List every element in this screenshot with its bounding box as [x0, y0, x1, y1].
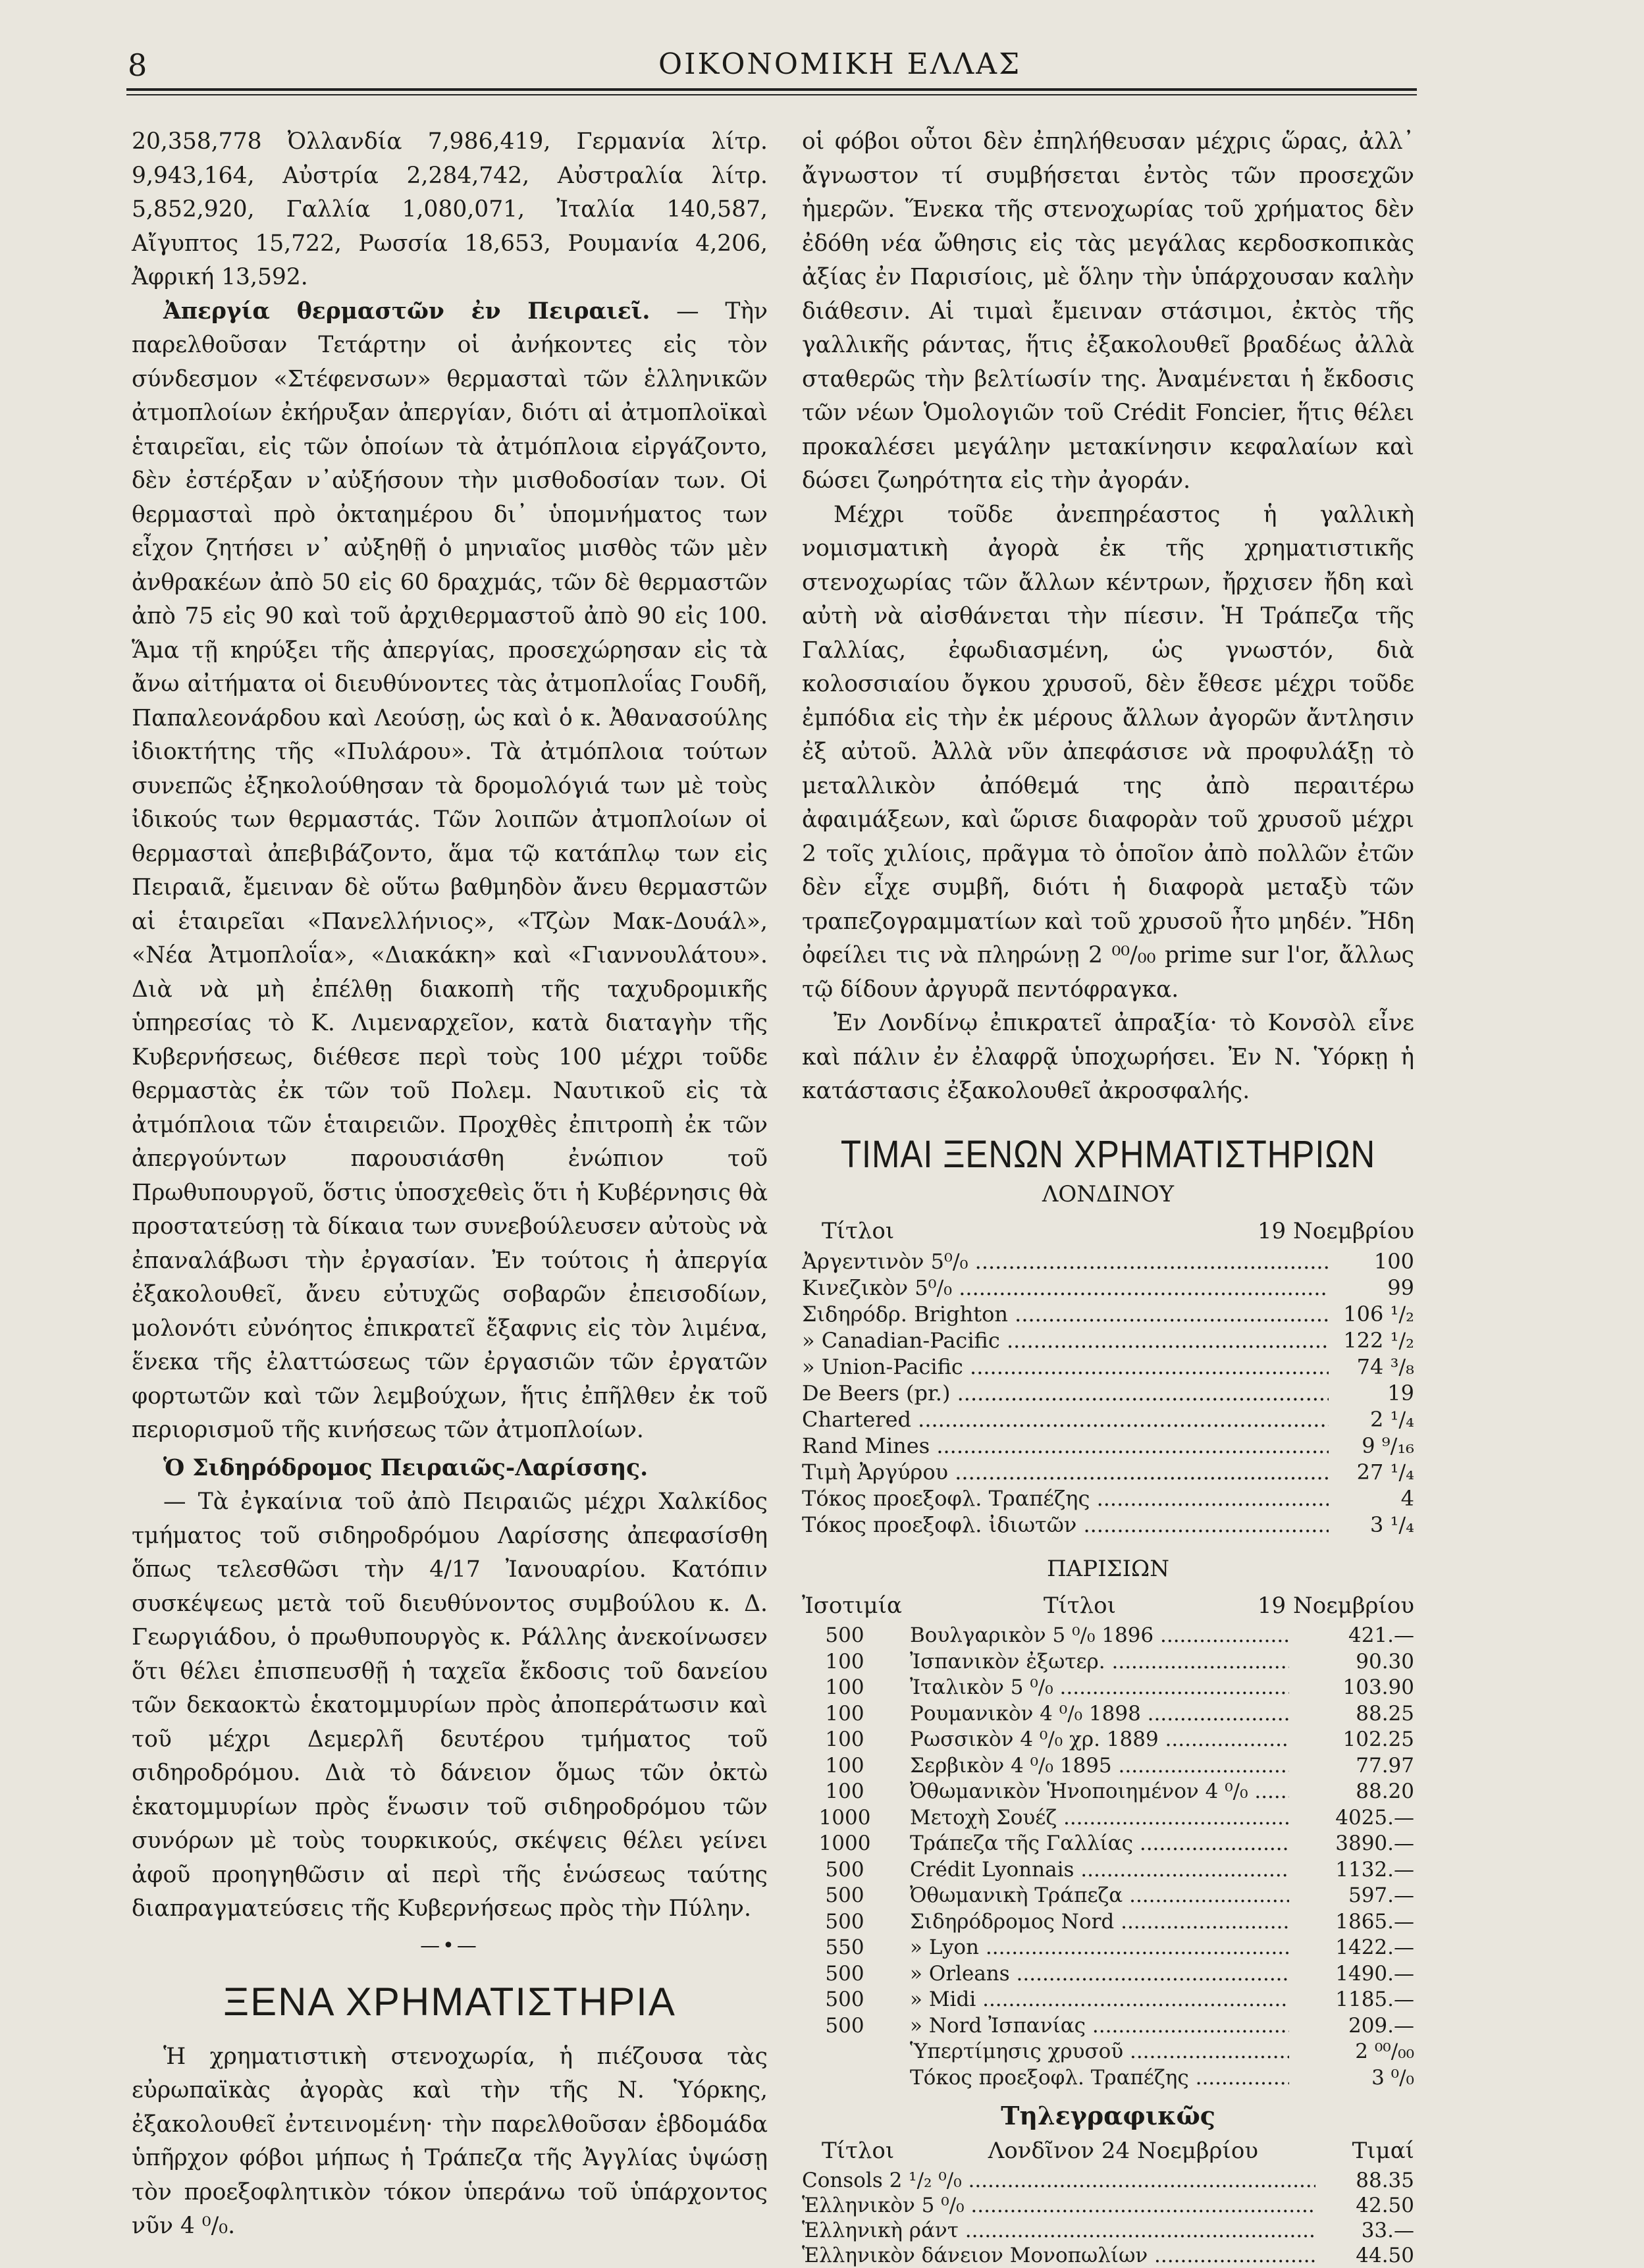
security-name: Σιδηρόδρομος Nord ..... [888, 1909, 1289, 1936]
security-name: Ἀργεντινὸν 5⁰/₀ ..... [802, 1248, 1329, 1275]
table-row [802, 1727, 1414, 1753]
nominal-value: 500 [825, 1857, 864, 1882]
security-price: 103.90 [1342, 1675, 1414, 1699]
strike-article [132, 295, 768, 1448]
nominal-value: 100 [825, 1649, 864, 1674]
foreign-exchanges-text: Ἡ χρηματιστικὴ στενοχωρία, ἡ πιέζουσα τὰς εὐρωπαϊκὰς ἀγορὰς καὶ τὴν τῆς Ν. Ὑόρκης, ἐξακολουθεῖ ἐντεινομένη· τὴν παρελθοῦσαν ἑβδομάδα ὑπῆρχον φόβοι μήπως ἡ Τράπεζα τῆς Ἀγγλίας ὑψώσῃ τὸν προεξοφλητικὸν τόκον ὑπεράνω τοῦ ὑπάρχοντος νῦν 4 ⁰/₀. [132, 2043, 768, 2239]
security-name: » Orleans ..... [888, 1961, 1289, 1988]
table-row [802, 1512, 1414, 1538]
security-name: Ἑλληνικὴ ράντ ..... [802, 2218, 1315, 2243]
security-name: Chartered ..... [802, 1406, 1329, 1433]
table-row [802, 1248, 1414, 1275]
london-table [802, 1178, 1414, 1538]
telegraphic-col-price: Τιμαί [1352, 2137, 1414, 2164]
security-name: Consols 2 ¹/₂ ⁰/₀ ..... [802, 2168, 1315, 2193]
security-price: 3890.— [1335, 1832, 1414, 1855]
security-price: 77.97 [1356, 1753, 1414, 1778]
market-paragraph-1: οἱ φόβοι οὗτοι δὲν ἐπηλήθευσαν μέχρις ὥρας, ἀλλ᾽ ἄγνωστον τί συμβήσεται ἐντὸς τῶν προσεχῶν ἡμερῶν. Ἕνεκα τῆς στενοχωρίας τοῦ χρήματος δὲν ἐδόθη νέα ὤθησις εἰς τὰς μεγάλας κερδοσκοπικὰς ἀξίας ἐν Παρισίοις, μὲ ὅλην τὴν ὑπάρχουσαν καλὴν διάθεσιν. Αἱ τιμαὶ ἔμειναν στάσιμοι, ἐκτὸς τῆς γαλλικῆς ράντας, ἥτις ἐξακολουθεῖ βραδέως ἀλλὰ σταθερῶς τὴν βελτίωσίν της. Ἀναμένεται ἡ ἔκδοσις τῶν νέων Ὁμολογιῶν τοῦ Crédit Foncier, ἥτις θέλει προκαλέσει μεγάλην μετακίνησιν κεφαλαίων καὶ δώσει ζωηρότητα εἰς τὴν ἀγοράν. [802, 128, 1414, 494]
security-price: 597.— [1348, 1884, 1414, 1907]
table-row [802, 1831, 1414, 1857]
railway-heading: Ὁ Σιδηρόδρομος Πειραιῶς-Λαρίσσης. [163, 1454, 649, 1481]
nominal-value: 500 [825, 1909, 864, 1934]
table-row [802, 1433, 1414, 1459]
security-price: 1132.— [1335, 1857, 1414, 1882]
table-row [802, 1380, 1414, 1406]
table-row [802, 1805, 1414, 1832]
market-paragraph-3: Ἐν Λονδίνῳ ἐπικρατεῖ ἀπραξία· τὸ Κονσὸλ εἶνε καὶ πάλιν ἐν ἐλαφρᾷ ὑποχωρήσει. Ἐν Ν. Ὑόρκῃ ἡ κατάστασις ἐξακολουθεῖ ἀκροσφαλής. [802, 1010, 1414, 1104]
security-name: » Union-Pacific ..... [802, 1354, 1329, 1380]
security-price: 2 ⁰⁰/₀₀ [1355, 2040, 1414, 2063]
security-price: 3 ¹/₄ [1370, 1512, 1414, 1537]
nominal-value: 500 [825, 1884, 864, 1907]
telegraphic-title: Τηλεγραφικῶς [1001, 2101, 1215, 2130]
security-name: Μετοχὴ Σουέζ ..... [888, 1805, 1289, 1832]
nominal-value: 100 [825, 1753, 864, 1778]
table-row [802, 1701, 1414, 1727]
security-name: » Midi ..... [888, 1987, 1289, 2013]
table-row [802, 1275, 1414, 1301]
security-price: 122 ¹/₂ [1343, 1328, 1414, 1353]
table-row [802, 1327, 1414, 1354]
paris-col-title: Τίτλοι [1043, 1592, 1116, 1619]
nominal-value: 100 [825, 1701, 864, 1726]
security-price: 9 ⁹/₁₆ [1362, 1433, 1414, 1458]
security-price: 88.20 [1356, 1780, 1414, 1803]
table-row [802, 2218, 1414, 2243]
table-row [802, 1485, 1414, 1512]
security-price: 1185.— [1335, 1988, 1414, 2011]
table-row [802, 1909, 1414, 1936]
table-row [802, 1961, 1414, 1988]
nominal-value: 500 [825, 1988, 864, 2011]
table-row [802, 1406, 1414, 1433]
table-row [802, 1883, 1414, 1909]
security-price: 421.— [1348, 1623, 1414, 1647]
security-name: Τόκος προεξοφλ. Τραπέζης ..... [888, 2065, 1289, 2092]
nominal-value: 1000 [818, 1805, 871, 1830]
security-price: 1490.— [1335, 1961, 1414, 1986]
paris-col-date: 19 Νοεμβρίου [1257, 1592, 1414, 1619]
table-row [802, 1779, 1414, 1805]
security-name: Ἰσπανικὸν ἐξωτερ. ..... [888, 1649, 1289, 1675]
security-name: Τόκος προεξοφλ. Τραπέζης ..... [802, 1485, 1329, 1512]
security-name: Ρωσσικὸν 4 ⁰/₀ χρ. 1889 ..... [888, 1727, 1289, 1753]
strike-heading: Ἀπεργία θερμαστῶν ἐν Πειραιεῖ. [163, 298, 650, 325]
security-price: 42.50 [1356, 2194, 1414, 2217]
telegraphic-col-date: Λονδῖνον 24 Νοεμβρίου [988, 2137, 1258, 2164]
section-title-foreign-exchanges: ΞΕΝΑ ΧΡΗΜΑΤΙΣΤΗΡΙΑ [223, 1980, 676, 2024]
strike-text: — Τὴν παρελθοῦσαν Τετάρτην οἱ ἀνήκοντες εἰς τὸν σύνδεσμον «Στέφενσων» θερμασταὶ τῶν ἑλληνικῶν ἀτμοπλοίων ἐκήρυξαν ἀπεργίαν, διότι αἱ ἀτμοπλοϊκαὶ ἑταιρεῖαι, εἰς τῶν ὁποίων τὰ ἀτμόπλοια εἰργάζοντο, δὲν ἐστέρξαν ν᾽αὐξήσουν τὴν μισθοδοσίαν των. Οἱ θερμασταὶ πρὸ ὀκταημέρου δι᾽ ὑπομνήματος των εἶχον ζητήσει ν᾽ αὐξηθῇ ὁ μηνιαῖος μισθὸς τῶν μὲν ἀνθρακέων ἀπὸ 50 εἰς 60 δραχμάς, τῶν δὲ θερμαστῶν ἀπὸ 75 εἰς 90 καὶ τοῦ ἀρχιθερμαστοῦ ἀπὸ 90 εἰς 100. Ἅμα τῇ κηρύξει τῆς ἀπεργίας, προσεχώρησαν εἰς τὰ ἄνω αἰτήματα οἱ διευθύνοντες τὰς ἀτμοπλοΐας Γουδῆ, Παπαλεονάρδου καὶ Λεούσῃ, ὡς καὶ ὁ κ. Ἀθανασούλης ἰδιοκτήτης τῆς «Πυλάρου». Τὰ ἀτμόπλοια τούτων συνεπῶς ἐξηκολούθησαν τὰ δρομολόγιά των μὲ τοὺς ἰδικούς των θερμαστάς. Τῶν λοιπῶν ἀτμοπλοίων οἱ θερμασταὶ ἀπεβιβάζοντο, ἅμα τῷ κατάπλῳ των εἰς Πειραιᾶ, ἔμειναν δὲ οὕτω βαθμηδὸν ἄνευ θερμαστῶν αἱ ἑταιρεῖαι «Πανελλήνιος», «Τζὼν Μακ-Δουάλ», «Νέα Ἀτμοπλοΐα», «Διακάκη» καὶ «Γιαννουλάτου». Διὰ νὰ μὴ ἐπέλθῃ διακοπὴ τῆς ταχυδρομικῆς ὑπηρεσίας τὸ Κ. Λιμεναρχεῖον, κατὰ διαταγὴν τῆς Κυβερνήσεως, διέθεσε περὶ τοὺς 100 μέχρι τοῦδε θερμαστὰς ἐκ τῶν τοῦ Πολεμ. Ναυτικοῦ εἰς τὰ ἀτμόπλοια τῶν ἑταιρειῶν. Προχθὲς ἐπιτροπὴ ἐκ τῶν ἀπεργούντων παρουσιάσθη ἐνώπιον τοῦ Πρωθυπουργοῦ, ὅστις ὑποσχεθεὶς ὅτι ἡ Κυβέρνησις θὰ προστατεύσῃ τὰ δίκαια των συνεβούλευσεν αὐτοὺς νὰ ἐπαναλάβωσι τὴν ἐργασίαν. Ἐν τούτοις ἡ ἀπεργία ἐξακολουθεῖ, ἄνευ εὐτυχῶς σοβαρῶν ἐπεισοδίων, μολονότι εὐνόητος ἐπικρατεῖ ἔξαφνις εἰς τὸν λιμένα, ἕνεκα τῆς ἐλαττώσεως τῶν ἐργασιῶν τῶν ἐργατῶν φορτωτῶν καὶ τῶν λεμβούχων, ἥτις ἐπῆλθεν ἐκ τοῦ περιορισμοῦ τῆς κινήσεως τῶν ἀτμοπλοίων. [132, 298, 768, 1443]
nominal-value: 100 [825, 1675, 864, 1699]
telegraphic-table [802, 2099, 1414, 2268]
security-price: 33.— [1361, 2219, 1414, 2242]
nominal-value: 100 [825, 1727, 864, 1751]
security-price: 19 [1387, 1381, 1414, 1406]
security-name: Ἑλληνικὸν 5 ⁰/₀ ..... [802, 2193, 1315, 2218]
header-rule-bottom [126, 94, 1417, 95]
table-row [802, 1675, 1414, 1701]
security-name: Rand Mines ..... [802, 1433, 1329, 1459]
paris-header [802, 1589, 1414, 1623]
security-name: Ρουμανικὸν 4 ⁰/₀ 1898 ..... [888, 1701, 1289, 1727]
prices-title: ΤΙΜΑΙ ΞΕΝΩΝ ΧΡΗΜΑΤΙΣΤΗΡΙΩΝ [840, 1132, 1376, 1176]
page-number: 8 [128, 47, 147, 83]
security-price: 88.35 [1356, 2169, 1414, 2192]
security-name: Βουλγαρικὸν 5 ⁰/₀ 1896 ..... [888, 1623, 1289, 1649]
security-name: Τόκος προεξοφλ. ἰδιωτῶν ..... [802, 1512, 1329, 1538]
security-name: Ἑλληνικὸν δάνειον Μονοπωλίων ..... [802, 2243, 1315, 2268]
security-name: Ὑπερτίμησις χρυσοῦ ..... [888, 2039, 1289, 2065]
telegraphic-header [802, 2134, 1414, 2169]
security-name: Ὀθωμανικὴ Τράπεζα ..... [888, 1883, 1289, 1909]
ornament-divider: —•— [420, 1934, 479, 1957]
security-price: 106 ¹/₂ [1343, 1302, 1414, 1327]
security-price: 1865.— [1335, 1909, 1414, 1934]
security-price: 1422.— [1335, 1936, 1414, 1959]
security-price: 102.25 [1342, 1727, 1414, 1751]
security-price: 4 [1400, 1486, 1414, 1511]
nominal-value: 500 [825, 2013, 864, 2038]
security-name: » Lyon ..... [888, 1935, 1289, 1961]
security-name: Σιδηρόδρ. Brighton ..... [802, 1301, 1329, 1327]
paris-table [802, 1552, 1414, 2091]
table-row [802, 2168, 1414, 2193]
security-price: 99 [1387, 1275, 1414, 1300]
security-name: Τιμὴ Ἀργύρου ..... [802, 1459, 1329, 1485]
security-price: 74 ³/₈ [1356, 1354, 1414, 1379]
london-title: ΛΟΝΔΙΝΟΥ [1042, 1181, 1175, 1207]
table-row [802, 2193, 1414, 2218]
london-col-date: 19 Νοεμβρίου [1257, 1217, 1414, 1244]
security-price: 3 ⁰/₀ [1371, 2065, 1414, 2090]
left-column [132, 125, 768, 2244]
table-row [802, 2013, 1414, 2040]
security-price: 2 ¹/₄ [1370, 1407, 1414, 1432]
paris-rows [802, 1623, 1414, 2091]
security-price: 27 ¹/₄ [1356, 1460, 1414, 1485]
paris-col-nominal: Ἰσοτιμία [802, 1592, 902, 1619]
security-name: Crédit Lyonnais ..... [888, 1857, 1289, 1884]
table-row [802, 1623, 1414, 1649]
security-name: Τράπεζα τῆς Γαλλίας ..... [888, 1831, 1289, 1857]
security-price: 90.30 [1356, 1649, 1414, 1674]
london-header [802, 1215, 1414, 1249]
security-name: De Beers (pr.) ..... [802, 1380, 1329, 1406]
security-name: Σερβικὸν 4 ⁰/₀ 1895 ..... [888, 1753, 1289, 1780]
right-column [802, 125, 1414, 2268]
header-rule-top [126, 88, 1417, 91]
security-name: Ἰταλικὸν 5 ⁰/₀ ..... [888, 1675, 1289, 1701]
security-price: 209.— [1348, 2013, 1414, 2038]
table-row [802, 1753, 1414, 1780]
security-name: » Canadian-Pacific ..... [802, 1327, 1329, 1354]
table-row [802, 1301, 1414, 1327]
security-price: 100 [1373, 1249, 1414, 1274]
market-paragraph-2: Μέχρι τοῦδε ἀνεπηρέαστος ἡ γαλλικὴ νομισματικὴ ἀγορὰ ἐκ τῆς χρηματιστικῆς στενοχωρίας τῶν ἄλλων κέντρων, ἤρχισεν ἤδη καὶ αὐτὴ νὰ αἰσθάνεται τὴν πίεσιν. Ἡ Τράπεζα τῆς Γαλλίας, ἐφωδιασμένη, ὡς γνωστόν, διὰ κολοσσιαίου ὄγκου χρυσοῦ, δὲν ἔθεσε μέχρι τοῦδε ἐμπόδια εἰς τὴν ἐκ μέρους ἄλλων ἀγορῶν ἄντλησιν ἐξ αὐτοῦ. Ἀλλὰ νῦν ἀπεφάσισε νὰ προφυλάξῃ τὸ μεταλλικὸν ἀπόθεμά της ἀπὸ περαιτέρω ἀφαιμάξεων, καὶ ὥρισε διαφορὰν τοῦ χρυσοῦ μέχρι 2 τοῖς χιλίοις, πρᾶγμα τὸ ὁποῖον ἀπὸ πολλῶν ἐτῶν δὲν εἶχε συμβῆ, διότι ἡ διαφορὰ μεταξὺ τῶν τραπεζογραμματίων καὶ τοῦ χρυσοῦ ἦτο μηδέν. Ἤδη ὀφείλει τις νὰ πληρώνῃ 2 ⁰⁰/₀₀ prime sur l'or, ἄλλως τῷ δίδουν ἀργυρᾶ πεντόφραγκα. [802, 501, 1414, 1003]
telegraphic-col-title: Τίτλοι [822, 2137, 895, 2164]
table-row [802, 2039, 1414, 2065]
london-rows [802, 1248, 1414, 1538]
journal-title: ΟΙΚΟΝΟΜΙΚΗ ΕΛΛΑΣ [658, 47, 1022, 81]
export-figures-paragraph: 20,358,778 Ὀλλανδία 7,986,419, Γερμανία λίτρ. 9,943,164, Αὐστρία 2,284,742, Αὐστραλία λίτρ. 5,852,920, Γαλλία 1,080,071, Ἰταλία 140,587, Αἴγυπτος 15,722, Ρωσσία 18,653, Ρουμανία 4,206, Ἀφρική 13,592. [132, 128, 768, 290]
table-row [802, 1935, 1414, 1961]
table-row [802, 1459, 1414, 1485]
security-price: 44.50 [1356, 2244, 1414, 2267]
table-row [802, 2065, 1414, 2092]
security-name: » Nord Ἰσπανίας ..... [888, 2013, 1289, 2040]
nominal-value: 100 [825, 1780, 864, 1803]
nominal-value: 500 [825, 1623, 864, 1647]
table-row [802, 2243, 1414, 2268]
security-name: Κινεζικὸν 5⁰/₀ ..... [802, 1275, 1329, 1301]
security-name: Ὀθωμανικὸν Ἡνοποιημένον 4 ⁰/₀ ..... [888, 1779, 1289, 1805]
table-row [802, 1987, 1414, 2013]
paris-title: ΠΑΡΙΣΙΩΝ [1047, 1556, 1169, 1582]
table-row [802, 1649, 1414, 1675]
london-col-title: Τίτλοι [822, 1217, 895, 1244]
security-price: 4025.— [1335, 1805, 1414, 1830]
railway-text: — Τὰ ἐγκαίνια τοῦ ἀπὸ Πειραιῶς μέχρι Χαλκίδος τμήματος τοῦ σιδηροδρόμου Λαρίσσης ἀπεφασίσθη ὅπως τελεσθῶσι τὴν 4/17 Ἰανουαρίου. Κατόπιν συσκέψεως μετὰ τοῦ διευθύνοντος συμβούλου κ. Δ. Γεωργιάδου, ὁ πρωθυπουργὸς κ. Ράλλης ἀνεκοίνωσεν ὅτι θέλει ἐπισπευσθῇ ἡ ταχεῖα ἔκδοσις τοῦ δανείου τῶν δεκαοκτὼ ἑκατομμυρίων πρὸς ἀποπεράτωσιν καὶ τοῦ μέχρι Δεμερλῆ δευτέρου τμήματος τοῦ σιδηροδρόμου. Διὰ τὸ δάνειον ὅμως τῶν ὀκτὼ ἑκατομμυρίων πρὸς ἕνωσιν τοῦ σιδηροδρόμου τῶν συνόρων μὲ τοὺς τουρκικούς, σκέψεις θέλει γείνει ἀφοῦ προηγηθῶσιν αἱ περὶ τῆς ἑνώσεως ταύτης διαπραγματεύσεις τῆς Κυβερνήσεως πρὸς τὴν Πύλην. [132, 1489, 768, 1922]
table-row [802, 1857, 1414, 1884]
table-row [802, 1354, 1414, 1380]
security-price: 88.25 [1356, 1701, 1414, 1726]
nominal-value: 1000 [818, 1832, 871, 1855]
nominal-value: 550 [825, 1936, 864, 1959]
nominal-value: 500 [825, 1961, 864, 1986]
telegraphic-rows [802, 2168, 1414, 2268]
